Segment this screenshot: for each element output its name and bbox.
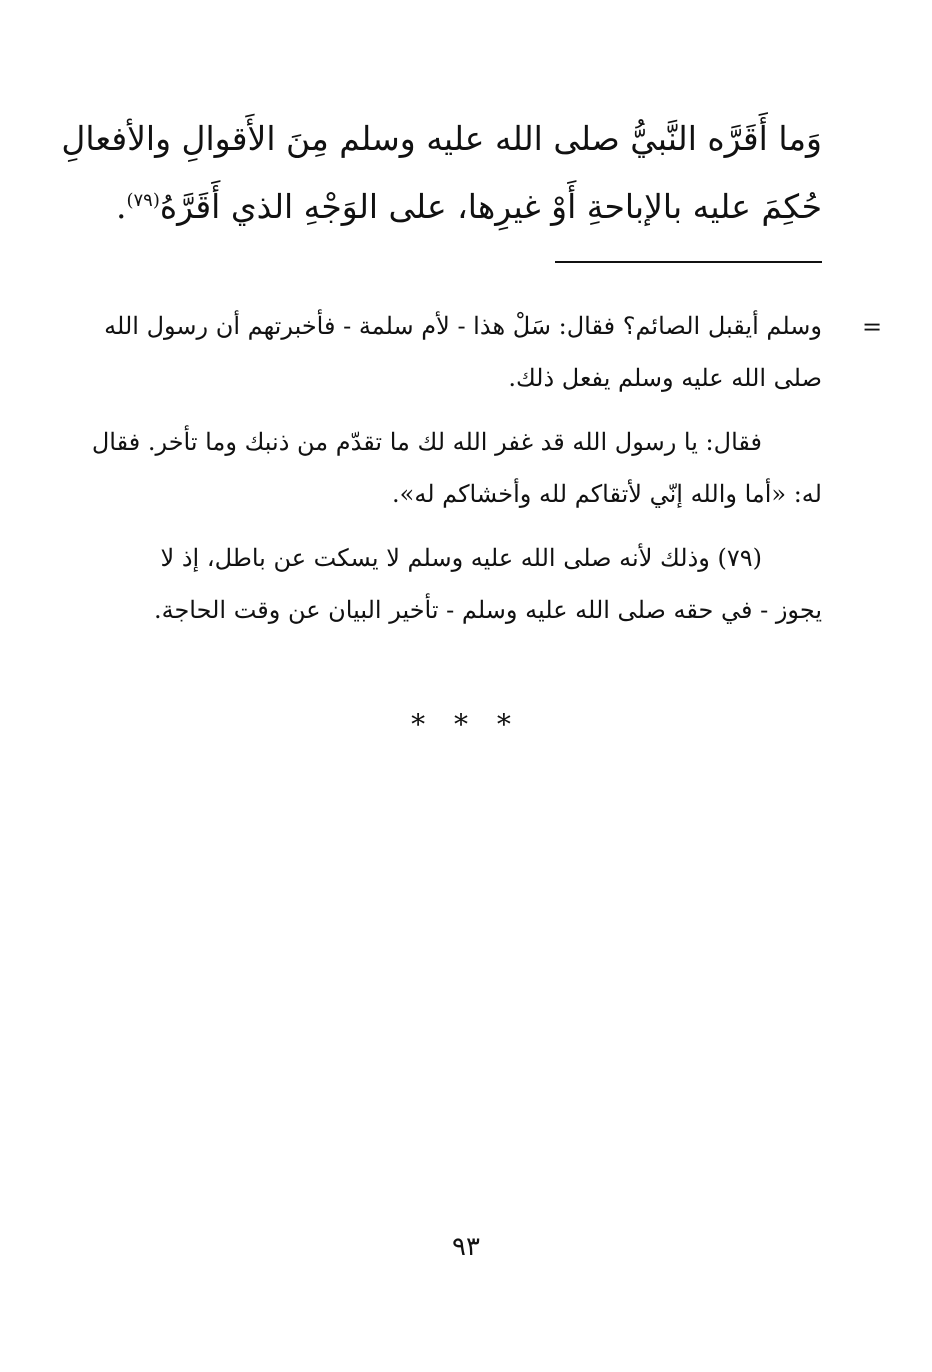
page-number: ٩٣	[452, 1232, 480, 1262]
footnote-line: وسلم أيقبل الصائم؟ فقال: سَلْ هذا - لأم سلمة - فأخبرتهم أن رسول الله	[104, 312, 822, 340]
main-text	[61, 108, 822, 238]
footnote-paragraph-1	[104, 300, 822, 404]
footnote-line: يجوز - في حقه صلى الله عليه وسلم - تأخير البيان عن وقت الحاجة.	[153, 596, 822, 624]
footnote-line: صلى الله عليه وسلم يفعل ذلك.	[508, 364, 822, 392]
footnote-continuation-mark: =	[862, 313, 883, 341]
main-text-line-2	[110, 170, 822, 238]
footnote-paragraph-3	[112, 532, 822, 636]
main-text-line-1: وَما أَقَرَّه النَّبيُّ صلى الله عليه وسلم مِنَ الأَقوالِ والأفعالِ	[61, 119, 822, 158]
footnote-line: له: «أما والله إنّي لأتقاكم لله وأخشاكم له».	[392, 480, 822, 508]
main-text-line-2-body: حُكِمَ عليه بالإباحةِ أَوْ غيرِها، على الوَجْهِ الذي أَقَرَّهُ	[159, 187, 822, 226]
footnote-paragraph-2	[91, 416, 822, 520]
footnotes	[91, 300, 822, 648]
footnote-separator	[555, 261, 822, 263]
main-text-line-2-end: .	[115, 187, 127, 226]
footnote-line: فقال: يا رسول الله قد غفر الله لك ما تقدّم من ذنبك وما تأخر. فقال	[91, 428, 762, 456]
section-divider-stars: * * *	[411, 708, 521, 741]
footnote-reference: (٧٩)	[126, 190, 160, 211]
footnote-line: (٧٩) وذلك لأنه صلى الله عليه وسلم لا يسكت عن باطل، إذ لا	[160, 544, 762, 572]
